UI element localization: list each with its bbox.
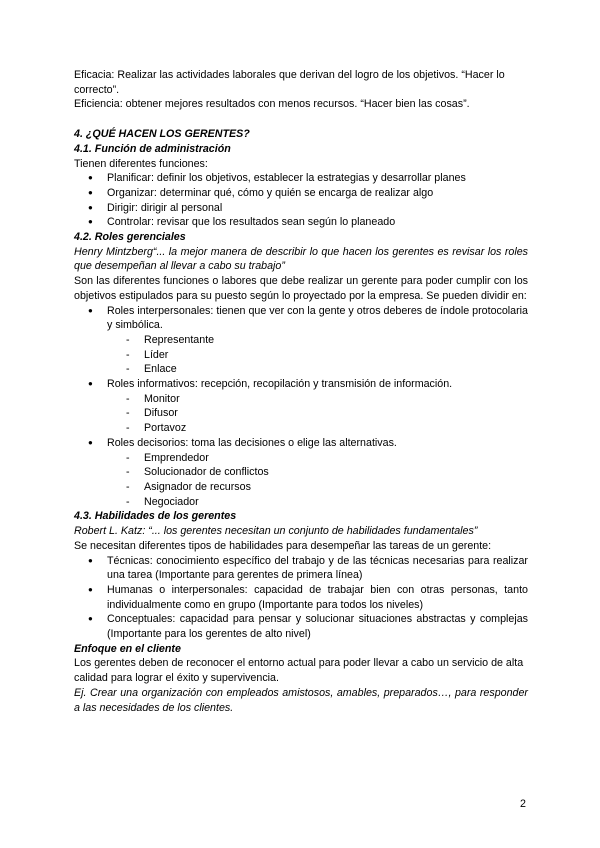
list-item: ● Roles decisorios: toma las decisiones o elige las alternativas. [74,436,528,451]
list-item: - Portavoz [74,421,528,436]
functions-list [74,171,528,230]
section-4-3-heading: 4.3. Habilidades de los gerentes [74,510,237,523]
client-focus-example: Ej. Crear una organización con empleados amistosos, amables, preparados…, para responder a las necesidades de los clientes. [74,686,528,714]
skills-list [74,554,528,642]
document-body [74,68,528,715]
client-focus-heading: Enfoque en el cliente [74,642,181,655]
roles-list [74,304,528,333]
roles-list [74,436,528,451]
list-item: ● Roles informativos: recepción, recopilación y transmisión de información. [74,377,528,392]
list-item: - Difusor [74,406,528,421]
client-focus-paragraph: Los gerentes deben de reconocer el entorno actual para poder llevar a cabo un servicio de alta calidad para lograr el éxito y supervivencia. [74,657,524,685]
list-item: ● Humanas o interpersonales: capacidad de trabajar bien con otras personas, tanto individualmente como en grupo (Importante para todos los niveles) [74,583,528,612]
list-item: ● Dirigir: dirigir al personal [74,201,528,216]
list-item: ● Planificar: definir los objetivos, establecer la estrategias y desarrollar planes [74,171,528,186]
list-item: - Monitor [74,392,528,407]
list-item: - Negociador [74,495,528,510]
list-item: ● Conceptuales: capacidad para pensar y solucionar situaciones abstractas y complejas (Importante para los gerentes de alto nivel) [74,612,528,641]
list-item: - Asignador de recursos [74,480,528,495]
list-item: - Representante [74,333,528,348]
page-number: 2 [520,798,526,810]
list-item: - Emprendedor [74,451,528,466]
decisional-sublist [74,451,528,510]
list-item: ● Técnicas: conocimiento específico del trabajo y de las técnicas necesarias para realizar una tarea (Importante para gerentes de primera línea) [74,554,528,583]
mintzberg-quote: Henry Mintzberg“... la mejor manera de describir lo que hacen los gerentes es revisar los roles que desempeñan al llevar a cabo su trabajo” [74,245,528,273]
eficiencia-definition: Eficiencia: obtener mejores resultados con menos recursos. “Hacer bien las cosas”. [74,98,470,111]
roles-paragraph: Son las diferentes funciones o labores que debe realizar un gerente para poder cumplir con los objetivos estipulados para su puesto según lo proyectado por la empresa. Se pueden dividir en: [74,275,528,302]
list-item: - Enlace [74,362,528,377]
informative-sublist [74,392,528,436]
list-item: - Solucionador de conflictos [74,465,528,480]
list-item [74,304,528,333]
list-item: - Líder [74,348,528,363]
section-4-2-heading: 4.2. Roles gerenciales [74,231,186,244]
section-4-heading: 4. ¿QUÉ HACEN LOS GERENTES? [74,128,250,141]
interpersonal-sublist [74,333,528,377]
roles-list [74,377,528,392]
section-4-1-heading: 4.1. Función de administración [74,142,231,155]
list-item: ● Controlar: revisar que los resultados sean según lo planeado [74,215,528,230]
skills-lead: Se necesitan diferentes tipos de habilidades para desempeñar las tareas de un gerente: [74,539,492,552]
katz-quote: Robert L. Katz: “... los gerentes necesitan un conjunto de habilidades fundamentales” [74,525,478,538]
functions-lead: Tienen diferentes funciones: [74,157,208,170]
role-interpersonal: ● Roles interpersonales: tienen que ver con la gente y otros deberes de índole protocolaria y simbólica. [107,304,528,332]
list-item: ● Organizar: determinar qué, cómo y quién se encarga de realizar algo [74,186,528,201]
eficacia-definition: Eficacia: Realizar las actividades laborales que derivan del logro de los objetivos. “Hacer lo correcto”. [74,69,505,96]
